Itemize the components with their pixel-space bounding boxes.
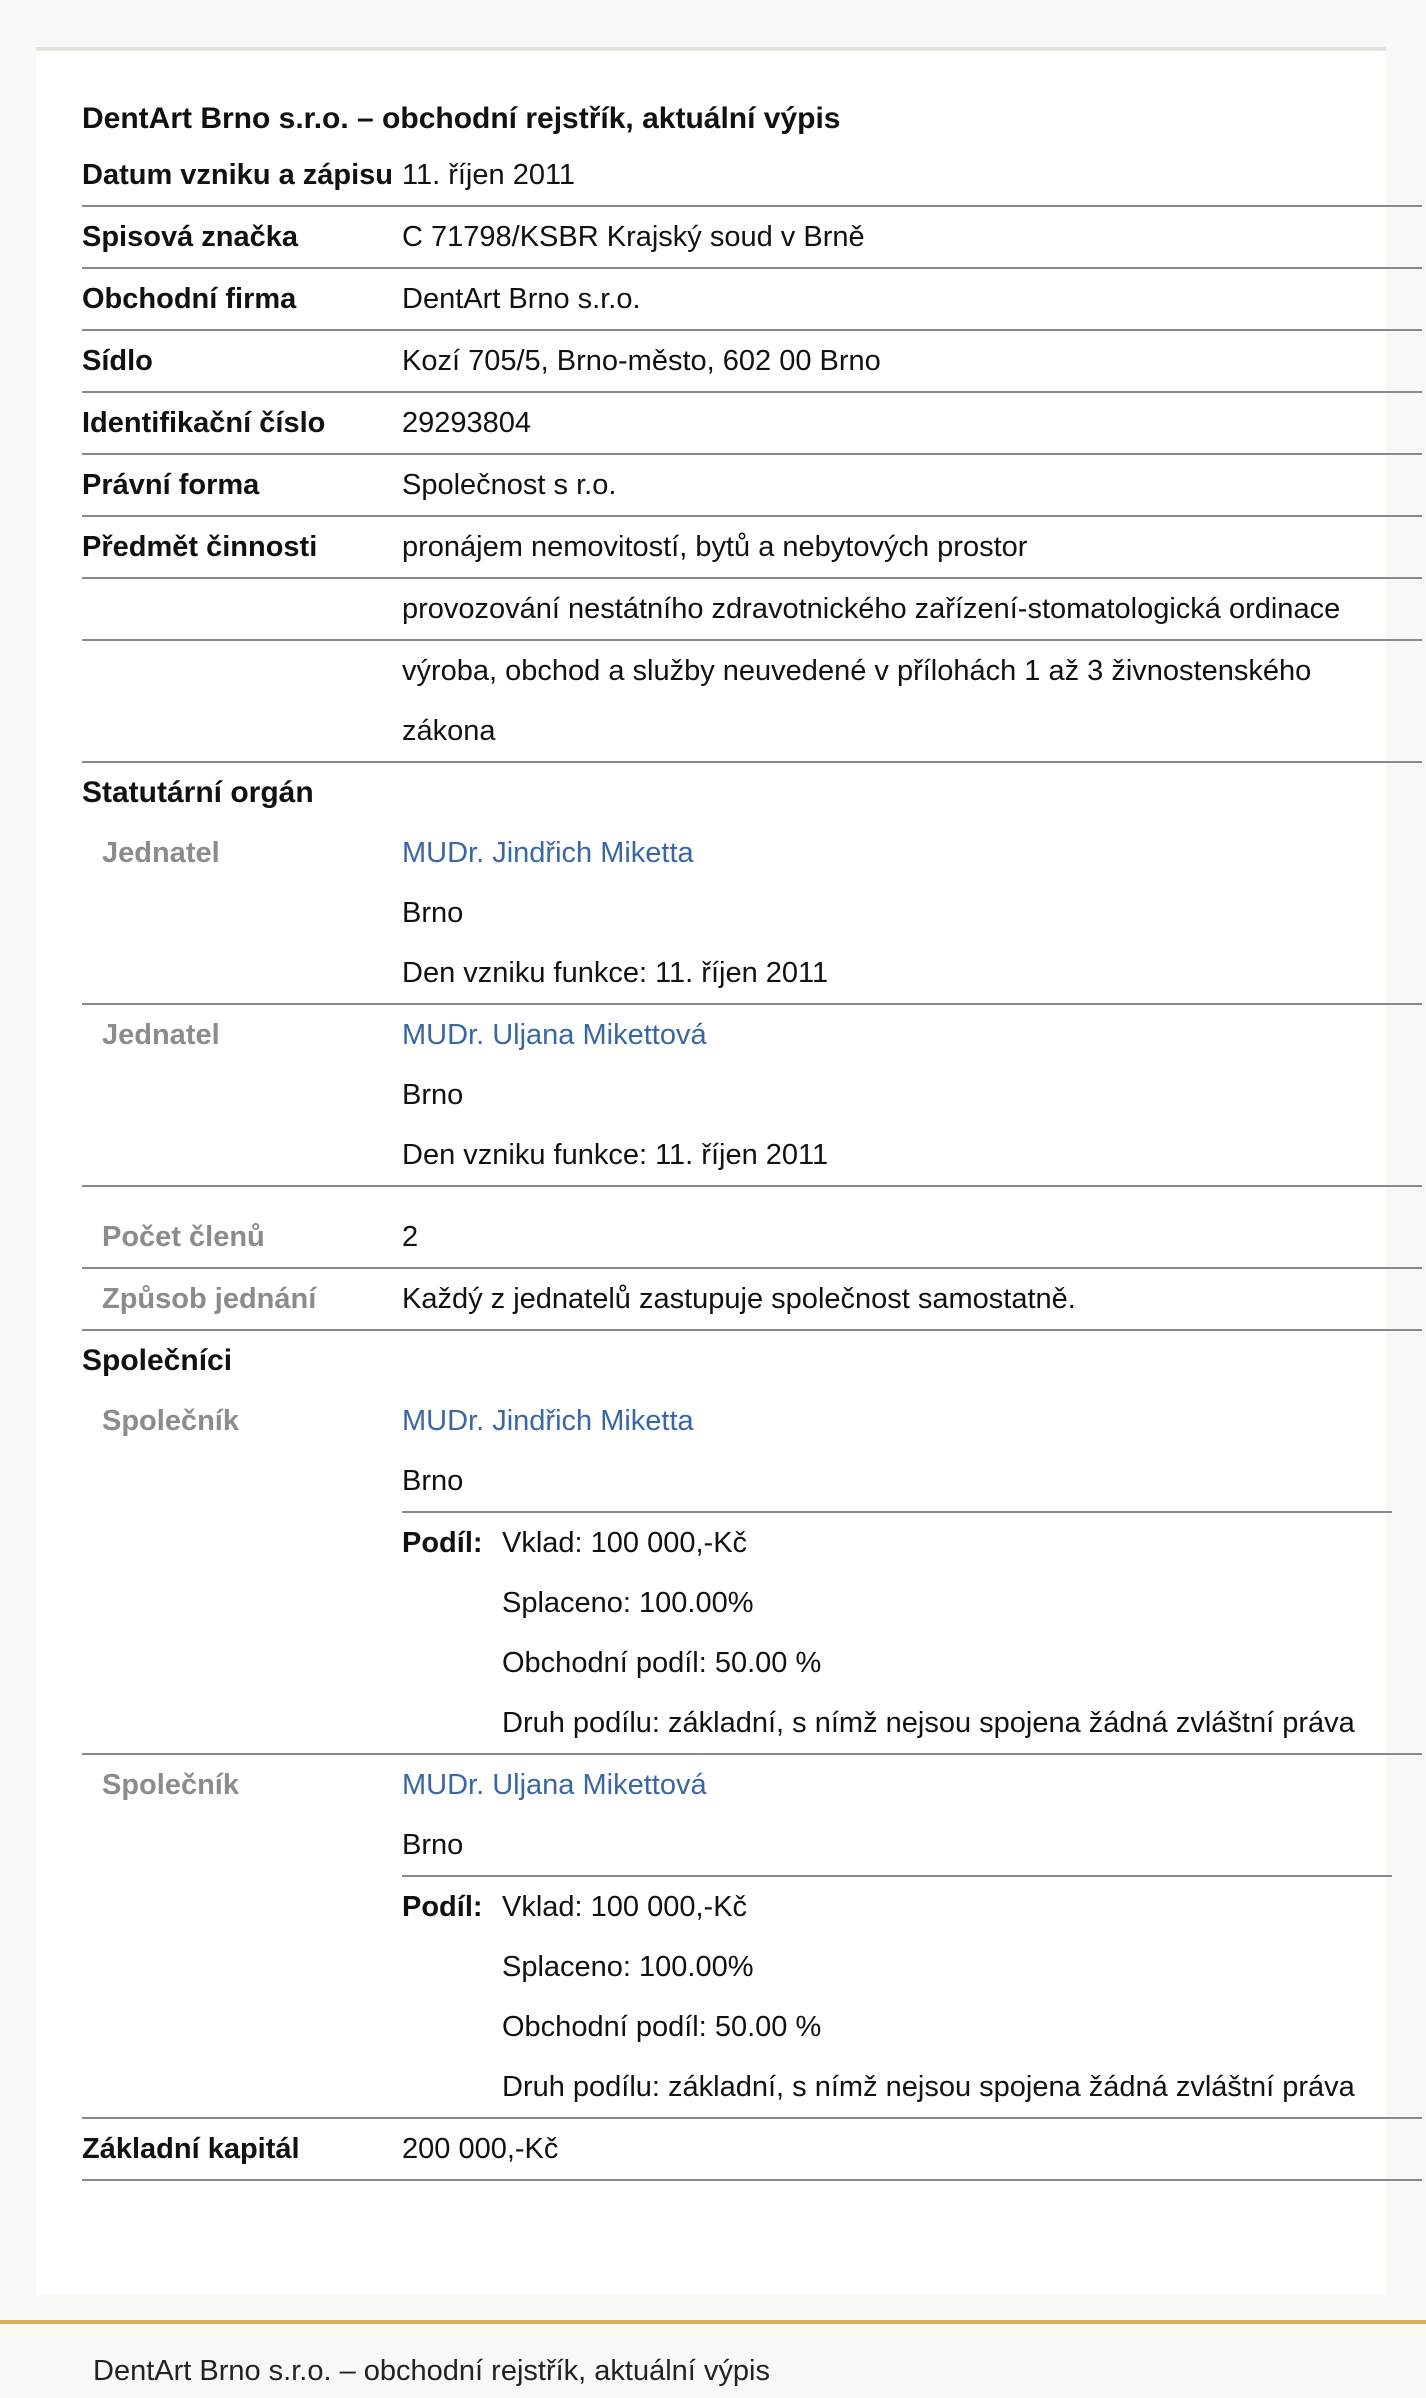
row-legal-form bbox=[82, 455, 1422, 517]
partner-share bbox=[402, 1875, 1392, 2117]
member-count-value: 2 bbox=[402, 1221, 419, 1253]
share-paid: Splaceno: 100.00% bbox=[502, 1951, 754, 1983]
statutory-heading: Statutární orgán bbox=[82, 776, 314, 809]
member-role: Jednatel bbox=[102, 1019, 220, 1051]
partner-share bbox=[402, 1511, 1392, 1753]
row-activity-2 bbox=[82, 579, 1422, 641]
row-seat bbox=[82, 331, 1422, 393]
seat-value: Kozí 705/5, Brno-město, 602 00 Brno bbox=[402, 345, 881, 377]
member-since: Den vzniku funkce: 11. říjen 2011 bbox=[402, 957, 829, 989]
legal-form-label: Právní forma bbox=[82, 469, 260, 501]
share-label: Podíl: bbox=[402, 1527, 483, 1559]
partner-role: Společník bbox=[102, 1769, 239, 1801]
member-city: Brno bbox=[402, 897, 464, 929]
founded-label: Datum vzniku a zápisu bbox=[82, 159, 394, 191]
partner-city: Brno bbox=[402, 1829, 464, 1861]
row-member-count bbox=[82, 1187, 1422, 1269]
id-value: 29293804 bbox=[402, 407, 532, 439]
share-label: Podíl: bbox=[402, 1891, 483, 1923]
share-type: Druh podílu: základní, s nímž nejsou spojena žádná zvláštní práva bbox=[502, 2071, 1355, 2103]
partner-name-link[interactable]: MUDr. Uljana Mikettová bbox=[402, 1769, 707, 1801]
capital-label: Základní kapitál bbox=[82, 2133, 300, 2165]
capital-value: 200 000,-Kč bbox=[402, 2133, 559, 2165]
conduct-value: Každý z jednatelů zastupuje společnost samostatně. bbox=[402, 1283, 1076, 1315]
activity-item: výroba, obchod a služby neuvedené v přílohách 1 až 3 živnostenského zákona bbox=[402, 655, 1312, 747]
row-id bbox=[82, 393, 1422, 455]
registry-content bbox=[82, 101, 1422, 2181]
statutory-member bbox=[82, 1005, 1422, 1187]
registry-card bbox=[36, 47, 1386, 2295]
member-city: Brno bbox=[402, 1079, 464, 1111]
row-conduct bbox=[82, 1269, 1422, 1331]
row-activity-1 bbox=[82, 517, 1422, 579]
share-percent: Obchodní podíl: 50.00 % bbox=[502, 2011, 822, 2043]
id-label: Identifikační číslo bbox=[82, 407, 326, 439]
company-value: DentArt Brno s.r.o. bbox=[402, 283, 641, 315]
statutory-member bbox=[82, 823, 1422, 1005]
share-type: Druh podílu: základní, s nímž nejsou spojena žádná zvláštní práva bbox=[502, 1707, 1355, 1739]
activity-label-empty bbox=[82, 641, 402, 761]
member-name-link[interactable]: MUDr. Uljana Mikettová bbox=[402, 1019, 707, 1051]
member-role: Jednatel bbox=[102, 837, 220, 869]
partners-heading: Společníci bbox=[82, 1344, 233, 1377]
share-deposit: Vklad: 100 000,-Kč bbox=[502, 1891, 748, 1923]
page-title: DentArt Brno s.r.o. – obchodní rejstřík, aktuální výpis bbox=[82, 102, 841, 135]
partner-city: Brno bbox=[402, 1465, 464, 1497]
activity-label: Předmět činnosti bbox=[82, 531, 318, 563]
footer-text: DentArt Brno s.r.o. – obchodní rejstřík, aktuální výpis bbox=[93, 2355, 770, 2387]
file-no-label: Spisová značka bbox=[82, 221, 298, 253]
partner-role: Společník bbox=[102, 1405, 239, 1437]
activity-item: provozování nestátního zdravotnického zařízení-stomatologická ordinace bbox=[402, 593, 1341, 625]
file-no-value: C 71798/KSBR Krajský soud v Brně bbox=[402, 221, 865, 253]
share-paid: Splaceno: 100.00% bbox=[502, 1587, 754, 1619]
row-file-no bbox=[82, 207, 1422, 269]
activity-item: pronájem nemovitostí, bytů a nebytových prostor bbox=[402, 531, 1028, 563]
row-founded bbox=[82, 145, 1422, 207]
footer bbox=[0, 2320, 1426, 2398]
legal-form-value: Společnost s r.o. bbox=[402, 469, 617, 501]
activity-label-empty bbox=[82, 579, 402, 639]
partner-name-link[interactable]: MUDr. Jindřich Miketta bbox=[402, 1405, 694, 1437]
row-company bbox=[82, 269, 1422, 331]
partner bbox=[82, 1755, 1422, 2119]
founded-value: 11. říjen 2011 bbox=[402, 159, 576, 191]
row-activity-3 bbox=[82, 641, 1422, 763]
conduct-label: Způsob jednání bbox=[102, 1283, 317, 1315]
share-percent: Obchodní podíl: 50.00 % bbox=[502, 1647, 822, 1679]
member-since: Den vzniku funkce: 11. říjen 2011 bbox=[402, 1139, 829, 1171]
partner bbox=[82, 1391, 1422, 1755]
member-name-link[interactable]: MUDr. Jindřich Miketta bbox=[402, 837, 694, 869]
seat-label: Sídlo bbox=[82, 345, 153, 377]
row-capital bbox=[82, 2119, 1422, 2181]
share-deposit: Vklad: 100 000,-Kč bbox=[502, 1527, 748, 1559]
company-label: Obchodní firma bbox=[82, 283, 297, 315]
member-count-label: Počet členů bbox=[102, 1221, 265, 1253]
